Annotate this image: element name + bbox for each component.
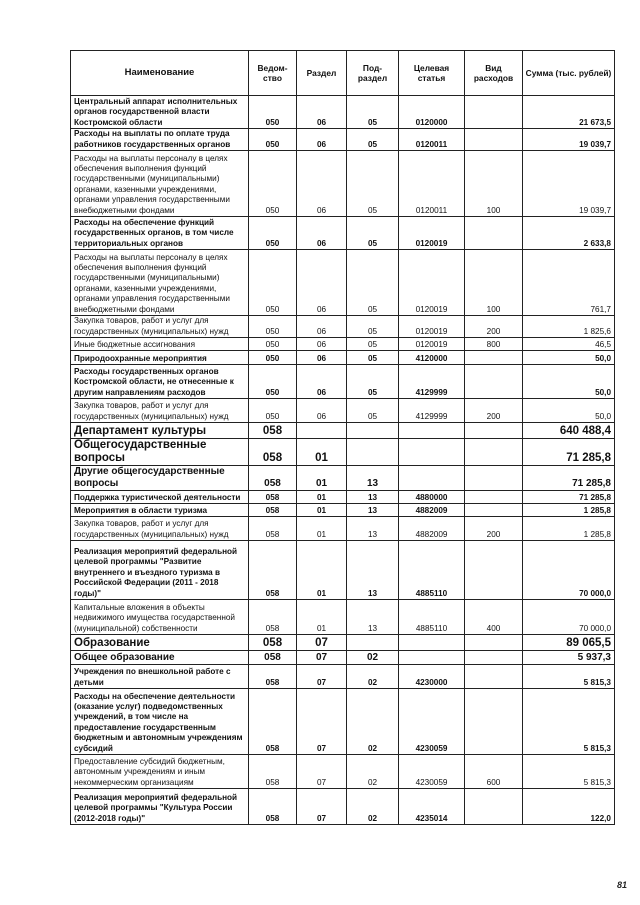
row-pod: 13	[347, 541, 399, 600]
row-cel: 4885110	[399, 541, 465, 600]
row-razdel: 01	[297, 600, 347, 635]
row-vid: 400	[465, 600, 523, 635]
row-sum: 2 633,8	[523, 217, 615, 250]
row-razdel: 07	[297, 789, 347, 825]
table-row	[71, 491, 615, 504]
row-razdel: 01	[297, 491, 347, 504]
row-vid	[465, 129, 523, 151]
row-name: Расходы на обеспечение функций государственных органов, в том числе территориальных органов	[71, 217, 249, 250]
row-ved: 058	[249, 517, 297, 541]
row-ved: 050	[249, 351, 297, 365]
row-ved: 058	[249, 439, 297, 466]
row-razdel: 07	[297, 651, 347, 665]
row-cel: 0120011	[399, 151, 465, 217]
row-sum: 71 285,8	[523, 466, 615, 491]
header-vid: Вид расходов	[465, 51, 523, 96]
table-row	[71, 466, 615, 491]
row-sum: 89 065,5	[523, 635, 615, 651]
row-razdel: 01	[297, 439, 347, 466]
row-cel	[399, 635, 465, 651]
row-cel: 0120019	[399, 338, 465, 351]
row-razdel: 07	[297, 635, 347, 651]
row-vid: 200	[465, 399, 523, 423]
row-ved: 058	[249, 635, 297, 651]
row-name: Расходы на выплаты персоналу в целях обеспечения выполнения функций государственными (муниципальными) органами, казенными учреждениями, органами управления государственными внебюджетными фондами	[71, 151, 249, 217]
row-ved: 050	[249, 250, 297, 316]
row-name: Иные бюджетные ассигнования	[71, 338, 249, 351]
row-pod: 05	[347, 316, 399, 338]
row-sum: 122,0	[523, 789, 615, 825]
row-vid: 100	[465, 151, 523, 217]
table-row	[71, 423, 615, 439]
row-sum: 640 488,4	[523, 423, 615, 439]
row-name: Закупка товаров, работ и услуг для государственных (муниципальных) нужд	[71, 399, 249, 423]
header-ved: Ведом-ство	[249, 51, 297, 96]
row-cel	[399, 439, 465, 466]
row-vid	[465, 217, 523, 250]
table-row	[71, 635, 615, 651]
row-cel	[399, 423, 465, 439]
row-cel	[399, 651, 465, 665]
table-row	[71, 338, 615, 351]
row-pod: 02	[347, 651, 399, 665]
row-vid	[465, 665, 523, 689]
row-razdel: 07	[297, 755, 347, 789]
row-sum: 50,0	[523, 365, 615, 399]
row-cel	[399, 466, 465, 491]
row-razdel: 06	[297, 399, 347, 423]
row-sum: 19 039,7	[523, 129, 615, 151]
row-ved: 050	[249, 316, 297, 338]
row-cel: 0120019	[399, 250, 465, 316]
row-name: Природоохранные мероприятия	[71, 351, 249, 365]
table-row	[71, 351, 615, 365]
row-sum: 50,0	[523, 351, 615, 365]
row-pod: 13	[347, 466, 399, 491]
row-sum: 71 285,8	[523, 439, 615, 466]
row-razdel	[297, 423, 347, 439]
row-ved: 050	[249, 399, 297, 423]
row-ved: 050	[249, 217, 297, 250]
row-cel: 4129999	[399, 399, 465, 423]
row-razdel: 06	[297, 365, 347, 399]
table-row	[71, 96, 615, 129]
page-number: 81	[617, 880, 628, 890]
row-cel: 4885110	[399, 600, 465, 635]
row-name: Капитальные вложения в объекты недвижимого имущества государственной (муниципальной) собственности	[71, 600, 249, 635]
row-name: Реализация мероприятий федеральной целевой программы "Культура России (2012-2018 годы)"	[71, 789, 249, 825]
row-pod: 13	[347, 600, 399, 635]
row-vid	[465, 439, 523, 466]
row-sum: 1 285,8	[523, 517, 615, 541]
row-ved: 050	[249, 151, 297, 217]
row-ved: 058	[249, 600, 297, 635]
table-row	[71, 665, 615, 689]
row-pod: 02	[347, 789, 399, 825]
row-sum: 1 285,8	[523, 504, 615, 517]
row-pod: 05	[347, 96, 399, 129]
row-name: Департамент культуры	[71, 423, 249, 439]
row-vid	[465, 491, 523, 504]
row-sum: 70 000,0	[523, 541, 615, 600]
row-vid	[465, 423, 523, 439]
row-sum: 71 285,8	[523, 491, 615, 504]
table-row	[71, 504, 615, 517]
row-razdel: 06	[297, 151, 347, 217]
row-vid: 800	[465, 338, 523, 351]
header-podrazdel: Под-раздел	[347, 51, 399, 96]
row-razdel: 01	[297, 504, 347, 517]
row-pod: 05	[347, 365, 399, 399]
row-ved: 058	[249, 541, 297, 600]
row-name: Мероприятия в области туризма	[71, 504, 249, 517]
row-razdel: 06	[297, 316, 347, 338]
row-pod: 02	[347, 755, 399, 789]
row-razdel: 06	[297, 338, 347, 351]
row-name: Общегосударственные вопросы	[71, 439, 249, 466]
row-pod: 05	[347, 217, 399, 250]
row-pod	[347, 423, 399, 439]
row-cel: 4235014	[399, 789, 465, 825]
row-sum: 46,5	[523, 338, 615, 351]
row-razdel: 07	[297, 689, 347, 755]
row-pod: 02	[347, 665, 399, 689]
row-vid: 600	[465, 755, 523, 789]
row-vid: 200	[465, 517, 523, 541]
row-vid	[465, 689, 523, 755]
row-pod: 13	[347, 517, 399, 541]
table-row	[71, 600, 615, 635]
table-row	[71, 789, 615, 825]
row-pod: 05	[347, 250, 399, 316]
table-row	[71, 689, 615, 755]
row-vid	[465, 365, 523, 399]
row-ved: 058	[249, 491, 297, 504]
row-pod: 05	[347, 129, 399, 151]
table-row	[71, 651, 615, 665]
table-row	[71, 365, 615, 399]
header-name: Наименование	[71, 51, 249, 96]
row-vid: 200	[465, 316, 523, 338]
row-cel: 0120019	[399, 316, 465, 338]
row-vid	[465, 466, 523, 491]
row-razdel: 01	[297, 466, 347, 491]
row-name: Закупка товаров, работ и услуг для государственных (муниципальных) нужд	[71, 316, 249, 338]
row-vid	[465, 651, 523, 665]
row-name: Расходы государственных органов Костромской области, не отнесенные к другим направлениям расходов	[71, 365, 249, 399]
row-sum: 70 000,0	[523, 600, 615, 635]
row-pod: 05	[347, 151, 399, 217]
row-ved: 050	[249, 365, 297, 399]
row-pod: 13	[347, 491, 399, 504]
row-razdel: 07	[297, 665, 347, 689]
row-cel: 4230000	[399, 665, 465, 689]
row-ved: 058	[249, 755, 297, 789]
table-row	[71, 541, 615, 600]
row-pod: 05	[347, 399, 399, 423]
row-sum: 21 673,5	[523, 96, 615, 129]
row-cel: 4880000	[399, 491, 465, 504]
table-row	[71, 755, 615, 789]
row-cel: 0120011	[399, 129, 465, 151]
row-pod: 02	[347, 689, 399, 755]
row-ved: 058	[249, 689, 297, 755]
row-sum: 1 825,6	[523, 316, 615, 338]
row-razdel: 06	[297, 217, 347, 250]
row-razdel: 06	[297, 351, 347, 365]
row-ved: 058	[249, 504, 297, 517]
row-pod: 05	[347, 351, 399, 365]
row-sum: 5 815,3	[523, 665, 615, 689]
row-razdel: 01	[297, 517, 347, 541]
table-row	[71, 129, 615, 151]
row-vid	[465, 635, 523, 651]
row-vid	[465, 789, 523, 825]
row-cel: 4882009	[399, 504, 465, 517]
table-row	[71, 316, 615, 338]
row-name: Образование	[71, 635, 249, 651]
row-cel: 4230059	[399, 755, 465, 789]
header-razdel: Раздел	[297, 51, 347, 96]
row-ved: 050	[249, 338, 297, 351]
row-sum: 5 937,3	[523, 651, 615, 665]
row-ved: 058	[249, 466, 297, 491]
row-name: Предоставление субсидий бюджетным, автономным учреждениям и иным некоммерческим организациям	[71, 755, 249, 789]
row-name: Расходы на выплаты по оплате труда работников государственных органов	[71, 129, 249, 151]
row-cel: 4230059	[399, 689, 465, 755]
table-row	[71, 439, 615, 466]
table-row	[71, 250, 615, 316]
row-name: Закупка товаров, работ и услуг для государственных (муниципальных) нужд	[71, 517, 249, 541]
row-vid	[465, 541, 523, 600]
row-pod	[347, 439, 399, 466]
row-cel: 4882009	[399, 517, 465, 541]
row-name: Поддержка туристической деятельности	[71, 491, 249, 504]
row-name: Общее образование	[71, 651, 249, 665]
header-summa: Сумма (тыс. рублей)	[523, 51, 615, 96]
row-ved: 050	[249, 96, 297, 129]
row-pod: 05	[347, 338, 399, 351]
row-ved: 058	[249, 789, 297, 825]
row-sum: 5 815,3	[523, 755, 615, 789]
row-cel: 4120000	[399, 351, 465, 365]
row-sum: 50,0	[523, 399, 615, 423]
table-row	[71, 217, 615, 250]
row-vid: 100	[465, 250, 523, 316]
row-ved: 058	[249, 651, 297, 665]
table-header-row	[71, 51, 615, 96]
row-name: Центральный аппарат исполнительных органов государственной власти Костромской области	[71, 96, 249, 129]
row-cel: 0120000	[399, 96, 465, 129]
table-row	[71, 517, 615, 541]
row-name: Расходы на обеспечение деятельности (оказание услуг) подведомственных учреждений, в том числе на предоставление государственным бюджетным и автономным учреждениям субсидий	[71, 689, 249, 755]
row-razdel: 01	[297, 541, 347, 600]
row-ved: 058	[249, 665, 297, 689]
row-razdel: 06	[297, 250, 347, 316]
table-row	[71, 151, 615, 217]
row-name: Реализация мероприятий федеральной целевой программы "Развитие внутреннего и въездного туризма в Российской Федерации (2011 - 2018 годы)"	[71, 541, 249, 600]
row-sum: 761,7	[523, 250, 615, 316]
row-sum: 5 815,3	[523, 689, 615, 755]
row-vid	[465, 504, 523, 517]
row-name: Учреждения по внешкольной работе с детьми	[71, 665, 249, 689]
row-pod	[347, 635, 399, 651]
row-pod: 13	[347, 504, 399, 517]
row-ved: 058	[249, 423, 297, 439]
row-vid	[465, 351, 523, 365]
row-name: Другие общегосударственные вопросы	[71, 466, 249, 491]
row-ved: 050	[249, 129, 297, 151]
budget-table	[70, 50, 615, 825]
header-cel: Целевая статья	[399, 51, 465, 96]
table-row	[71, 399, 615, 423]
row-name: Расходы на выплаты персоналу в целях обеспечения выполнения функций государственными (муниципальными) органами, казенными учреждениями, органами управления государственными внебюджетными фондами	[71, 250, 249, 316]
row-cel: 4129999	[399, 365, 465, 399]
row-razdel: 06	[297, 129, 347, 151]
row-cel: 0120019	[399, 217, 465, 250]
row-razdel: 06	[297, 96, 347, 129]
row-vid	[465, 96, 523, 129]
row-sum: 19 039,7	[523, 151, 615, 217]
